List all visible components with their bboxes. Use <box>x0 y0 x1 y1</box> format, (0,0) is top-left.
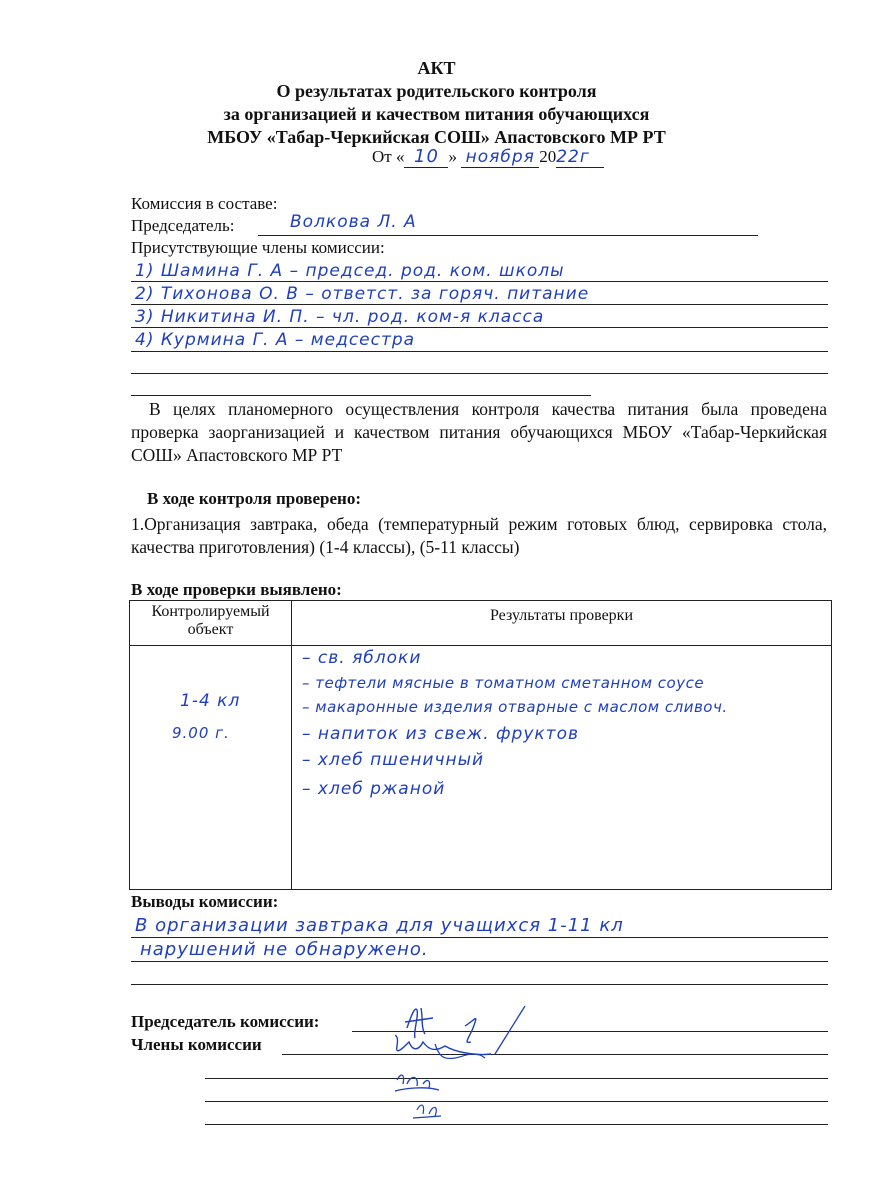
result-item: – напиток из свеж. фруктов <box>302 724 579 744</box>
conclusion-text-1: В организации завтрака для учащихся 1-11 кл <box>135 915 624 936</box>
conclusion-line-3 <box>131 984 828 985</box>
conclusion-line-1 <box>131 937 828 938</box>
member-line-4 <box>131 351 828 352</box>
members-signature-line-1 <box>282 1054 828 1055</box>
conclusion-line-2 <box>131 961 828 962</box>
members-label: Присутствующие члены комиссии: <box>131 238 385 257</box>
member-line-6 <box>131 395 591 396</box>
chair-underline <box>258 235 758 236</box>
member-2: 2) Тихонова О. В – ответст. за горяч. питание <box>135 284 590 304</box>
document-title: АКТ <box>417 58 456 78</box>
date-month-value: ноября <box>465 147 535 167</box>
member-1: 1) Шамина Г. А – председ. род. ком. школы <box>135 261 565 281</box>
members-signature-label: Члены комиссии <box>131 1035 262 1054</box>
date-day <box>404 146 448 168</box>
member-line-5 <box>131 373 828 374</box>
col-results-header: Результаты проверки <box>292 601 832 646</box>
result-item: – хлеб ржаной <box>302 779 446 799</box>
signature-scribbles <box>395 998 535 1128</box>
results-cell <box>292 646 832 890</box>
date-year-value: 22г <box>556 147 590 167</box>
result-item: – тефтели мясные в томатном сметанном соусе <box>302 674 705 692</box>
chair-signature-label: Председатель комиссии: <box>131 1012 320 1031</box>
col-object-header: Контролируемый объект <box>130 601 292 646</box>
subtitle-line-1: О результатах родительского контроля <box>276 81 597 101</box>
date-mid: » <box>448 147 457 166</box>
chair-name: Волкова Л. А <box>290 212 417 232</box>
purpose-paragraph: В целях планомерного осуществления контроля качества питания была проведена проверка заорганизацией и качеством питания обучающихся МБОУ «Табар-Черкийская СОШ» Апастовского МР РТ <box>131 399 827 465</box>
object-time: 9.00 г. <box>172 724 230 742</box>
conclusion-text-2: нарушений не обнаружено. <box>140 939 429 960</box>
table-row <box>130 646 832 890</box>
member-3: 3) Никитина И. П. – чл. род. ком-я класса <box>135 307 545 327</box>
subtitle-line-3: МБОУ «Табар-Черкийская СОШ» Апастовского МР РТ <box>207 127 666 147</box>
checked-text: 1.Организация завтрака, обеда (температурный режим готовых блюд, сервировка стола, качества приготовления) (1-4 классы), (5-11 классы) <box>131 514 827 557</box>
result-item: – макаронные изделия отварные с маслом сливоч. <box>302 698 728 716</box>
object-cell <box>130 646 292 890</box>
date-line <box>372 146 604 168</box>
date-year-prefix: 20 <box>539 147 557 166</box>
results-table <box>129 600 832 890</box>
date-year <box>556 147 604 168</box>
date-month <box>461 147 539 168</box>
date-day-value: 10 <box>414 146 439 167</box>
member-line-3 <box>131 327 828 328</box>
result-item: – св. яблоки <box>302 648 422 668</box>
checked-heading: В ходе контроля проверено: <box>147 489 361 508</box>
member-line-2 <box>131 304 828 305</box>
chair-label: Председатель: <box>131 216 235 235</box>
result-item: – хлеб пшеничный <box>302 750 485 770</box>
table-header-row <box>130 601 832 646</box>
object-class: 1-4 кл <box>180 691 241 711</box>
member-4: 4) Курмина Г. А – медсестра <box>135 330 416 350</box>
found-heading: В ходе проверки выявлено: <box>131 580 342 599</box>
date-prefix: От « <box>372 147 405 166</box>
commission-heading: Комиссия в составе: <box>131 194 278 213</box>
member-line-1 <box>131 281 828 282</box>
subtitle-line-2: за организацией и качеством питания обучающихся <box>223 104 650 124</box>
conclusions-heading: Выводы комиссии: <box>131 892 279 911</box>
